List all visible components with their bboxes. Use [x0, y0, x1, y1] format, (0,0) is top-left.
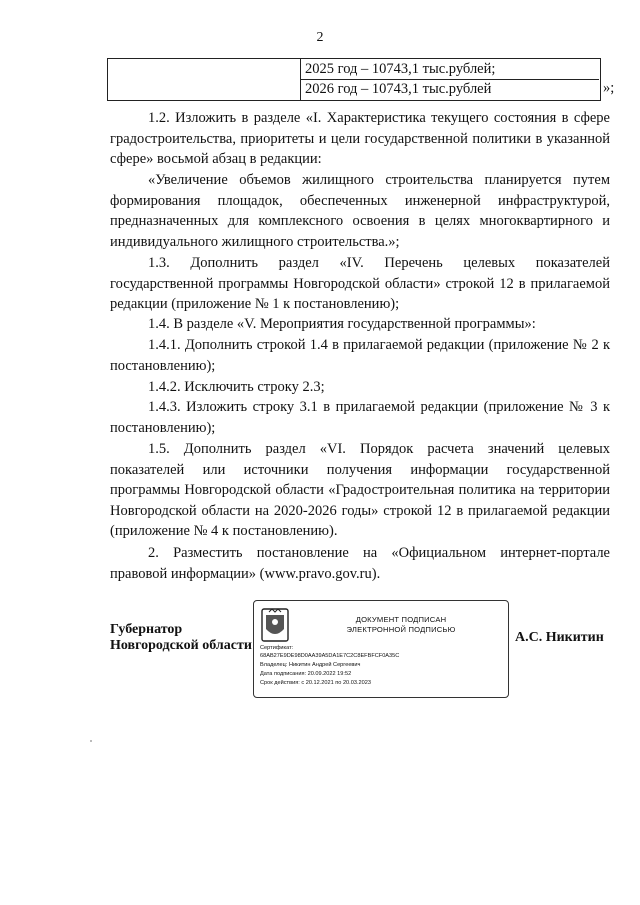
- stamp-title: ДОКУМЕНТ ПОДПИСАН ЭЛЕКТРОННОЙ ПОДПИСЬЮ: [346, 615, 456, 634]
- table-row-2026: 2026 год – 10743,1 тыс.рублей: [305, 81, 492, 97]
- signatory-name: А.С. Никитин: [515, 630, 604, 645]
- stamp-validity: Срок действия: с 20.12.2021 по 20.03.2023: [260, 680, 371, 686]
- stamp-cert-label: Сертификат:: [260, 645, 294, 651]
- paragraph-1-4-2: 1.4.2. Исключить строку 2.3;: [148, 379, 325, 395]
- table-closing-quote: »;: [603, 80, 615, 96]
- paragraph-1-5: 1.5. Дополнить раздел «VI. Порядок расчета значений целевых показателей или источники получения информации государственной программы Новгородской области «Градостроительная политика на территории Новгородской области на 2020-2026 годы» строкой 12 в прилагаемой редакции (приложение № 4 к постановлению).: [110, 441, 610, 540]
- page-number: 2: [316, 30, 324, 45]
- paragraph-1-3: 1.3. Дополнить раздел «IV. Перечень целевых показателей государственной программы Новгородской области» строкой 12 в прилагаемой редакции (приложение № 1 к постановлению);: [110, 255, 610, 313]
- paragraph-quote: «Увеличение объемов жилищного строительства планируется путем формирования площадок, обеспеченных инженерной инфраструктурой, предназначенных для комплексного освоения в целях многоквартирного и индивидуального жилищного строительства.»;: [110, 172, 610, 250]
- paragraph-1-4-3: 1.4.3. Изложить строку 3.1 в прилагаемой редакции (приложение № 3 к постановлению);: [110, 399, 610, 436]
- paragraph-1-2: 1.2. Изложить в разделе «I. Характеристика текущего состояния в сфере градостроительства, приоритеты и цели государственной политики в указанной сфере» восьмой абзац в редакции:: [110, 110, 610, 168]
- stamp-signed-date: Дата подписания: 20.09.2022 19:52: [260, 671, 352, 677]
- stamp-owner: Владелец: Никитин Андрей Сергеевич: [260, 662, 361, 668]
- paragraph-1-4-1: 1.4.1. Дополнить строкой 1.4 в прилагаемой редакции (приложение № 2 к постановлению);: [110, 337, 610, 374]
- position-line-2: Новгородской области: [110, 638, 252, 653]
- table-value-cell: [301, 59, 599, 100]
- table-row-2025: 2025 год – 10743,1 тыс.рублей;: [305, 61, 496, 77]
- funding-table: [107, 58, 601, 101]
- coat-of-arms-icon: [260, 607, 290, 643]
- paragraph-2: 2. Разместить постановление на «Официальном интернет-портале правовой информации» (www.pravo.gov.ru).: [110, 545, 610, 582]
- position-line-1: Губернатор: [110, 622, 183, 637]
- e-signature-stamp: [253, 600, 509, 698]
- scan-speck: [90, 740, 92, 742]
- paragraph-1-4: 1.4. В разделе «V. Мероприятия государственной программы»:: [148, 316, 536, 332]
- table-empty-cell: [108, 59, 301, 100]
- table-divider: [301, 79, 599, 80]
- signatory-position: [110, 622, 252, 654]
- stamp-cert-number: 68AB27E9DE98D0AA39A5DA1E7C2C8EFBFCF0A35C: [260, 653, 400, 659]
